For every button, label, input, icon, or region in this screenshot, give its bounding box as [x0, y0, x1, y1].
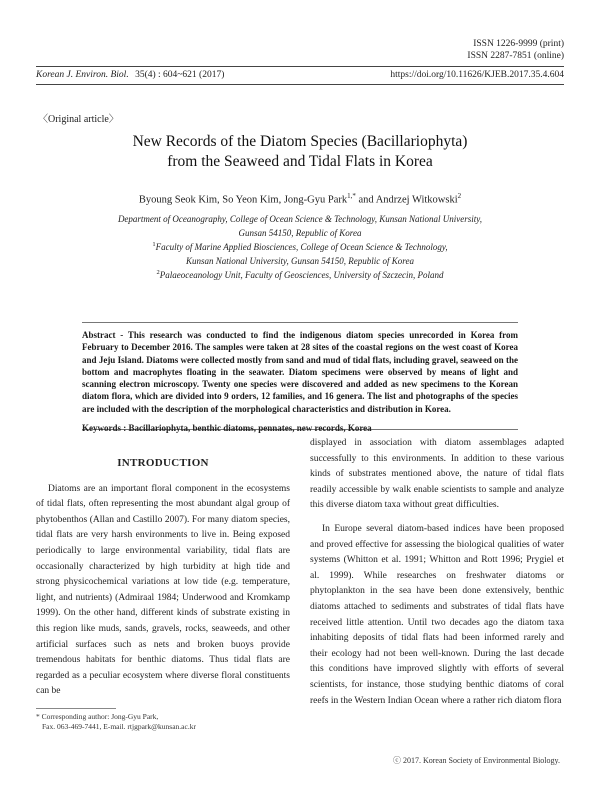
- intro-paragraph-1: Diatoms are an important floral component in the ecosystems of tidal flats, often representing the most abundant algal group of phytobenthos (Allan and Castillo 2007). For many diatom species, tidal flats are very harsh environments to live in. Being exposed periodically to large environmental variability, tidal flats are occasionally characterized by high turbidity at high tide and strong physicochemical variations at low tide (e.g. temperature, light, and nutrients) (Admiraal 1984; Underwood and Kromkamp 1999). On the other hand, different kinds of substrate existing in this region like muds, sands, gravels, rocks, seaweeds, and other artificial surfaces such as nets and broken buoys provide tremendous habitats for benthic diatoms. Thus tidal flats are regarded as a peculiar ecosystem where diverse floral constituents can be: [36, 483, 290, 697]
- author-list: Byoung Seok Kim, So Yeon Kim, Jong-Gyu Park$^{1,*}$ and Andrzej Witkowski$^2$: [138, 192, 462, 206]
- journal-volume: 35(4) : 604~621 (2017): [135, 70, 225, 80]
- copyright-notice: ⓒ 2017. Korean Society of Environmental Biology.: [392, 756, 560, 765]
- affiliation-line: Department of Oceanography, College of Ocean Science & Technology, Kunsan National University,: [117, 214, 483, 224]
- article-type: 〈Original article〉: [38, 114, 119, 125]
- footnote-rule: [36, 708, 116, 709]
- footnote-line-1: * Corresponding author: Jong-Gyu Park,: [36, 712, 159, 721]
- section-heading-introduction: INTRODUCTION: [117, 457, 209, 469]
- running-header-left: [36, 70, 224, 80]
- corresponding-author-footnote: [36, 712, 196, 732]
- issn-block: [467, 38, 564, 62]
- journal-name: Korean J. Environ. Biol.: [36, 70, 129, 80]
- affiliation-0: [60, 212, 540, 240]
- intro-paragraph-continued: displayed in association with diatom assemblages adapted successfully to this environments. In addition to these various kinds of substrates mentioned above, the nature of tidal flats readily accessible by walk enable scientists to sample and analyze this diverse diatom taxa without great difficulties.: [310, 438, 564, 511]
- header-bottom-rule: [36, 84, 564, 85]
- paper-title: [0, 132, 600, 172]
- issn-online: ISSN 2287-7851 (online): [467, 51, 564, 61]
- title-line-2: from the Seaweed and Tidal Flats in Korea: [167, 153, 433, 170]
- left-column: [36, 456, 290, 700]
- footnote-line-2: Fax. 063-469-7441, E-mail. rtjgpark@kunsan.ac.kr: [42, 722, 196, 731]
- issn-print: ISSN 1226-9999 (print): [473, 39, 564, 49]
- affiliation-line: $^1$Faculty of Marine Applied Biosciences, College of Ocean Science & Technology,: [152, 241, 448, 252]
- abstract-box: [82, 322, 518, 434]
- affiliation-1: [60, 238, 540, 268]
- keywords: Keywords : Bacillariophyta, benthic diatoms, pennates, new records, Korea: [82, 423, 372, 434]
- intro-paragraph-2: In Europe several diatom-based indices have been proposed and proved effective for assessing the biological qualities of water systems (Whitton et al. 1991; Whitton and Rott 1996; Prygiel et al. 1999). While researches on freshwater diatoms or phytoplankton in the sea have been done extensively, benthic diatoms attached to sediments and substrates of tidal flats have received little attention. Until two decades ago the diatom taxa inhabiting deposits of tidal flats had been informed rarely and their ecology had not been well-known. During the last decade this conditions have improved slightly with efforts of several scientists, for instance, those studying benthic diatoms of coral reefs in the Western Indian Ocean where a rather rich diatom flora: [310, 523, 564, 706]
- right-column: [310, 436, 564, 709]
- doi-link[interactable]: https://doi.org/10.11626/KJEB.2017.35.4.604: [390, 70, 564, 80]
- header-top-rule: [36, 66, 564, 67]
- affiliation-line: Gunsan 54150, Republic of Korea: [238, 228, 362, 238]
- affiliation-line: $^2$Palaeoceanology Unit, Faculty of Geosciences, University of Szczecin, Poland: [156, 269, 444, 280]
- abstract-text: Abstract - This research was conducted to find the indigenous diatom species unrecorded in Korea from February to December 2016. The samples were taken at 28 sites of the coastal regions on the west coast of Korea and Jeju Island. Diatoms were collected mostly from sand and mud of tidal flats, including gravel, seaweed on the bottom and macrophytes floating in the seawater. Diatom specimens were observed by means of light and scanning electron microscopy. Twenty one species were discovered and added as new specimens to the Korean diatom flora, which are divided into 9 orders, 12 families, and 16 genera. The list and photographs of the species are included with the description of the morphological characteristics and distribution in Korea.: [82, 330, 518, 414]
- title-line-1: New Records of the Diatom Species (Bacillariophyta): [132, 133, 468, 150]
- affiliation-line: Kunsan National University, Gunsan 54150, Republic of Korea: [186, 256, 414, 266]
- affiliation-2: [60, 266, 540, 282]
